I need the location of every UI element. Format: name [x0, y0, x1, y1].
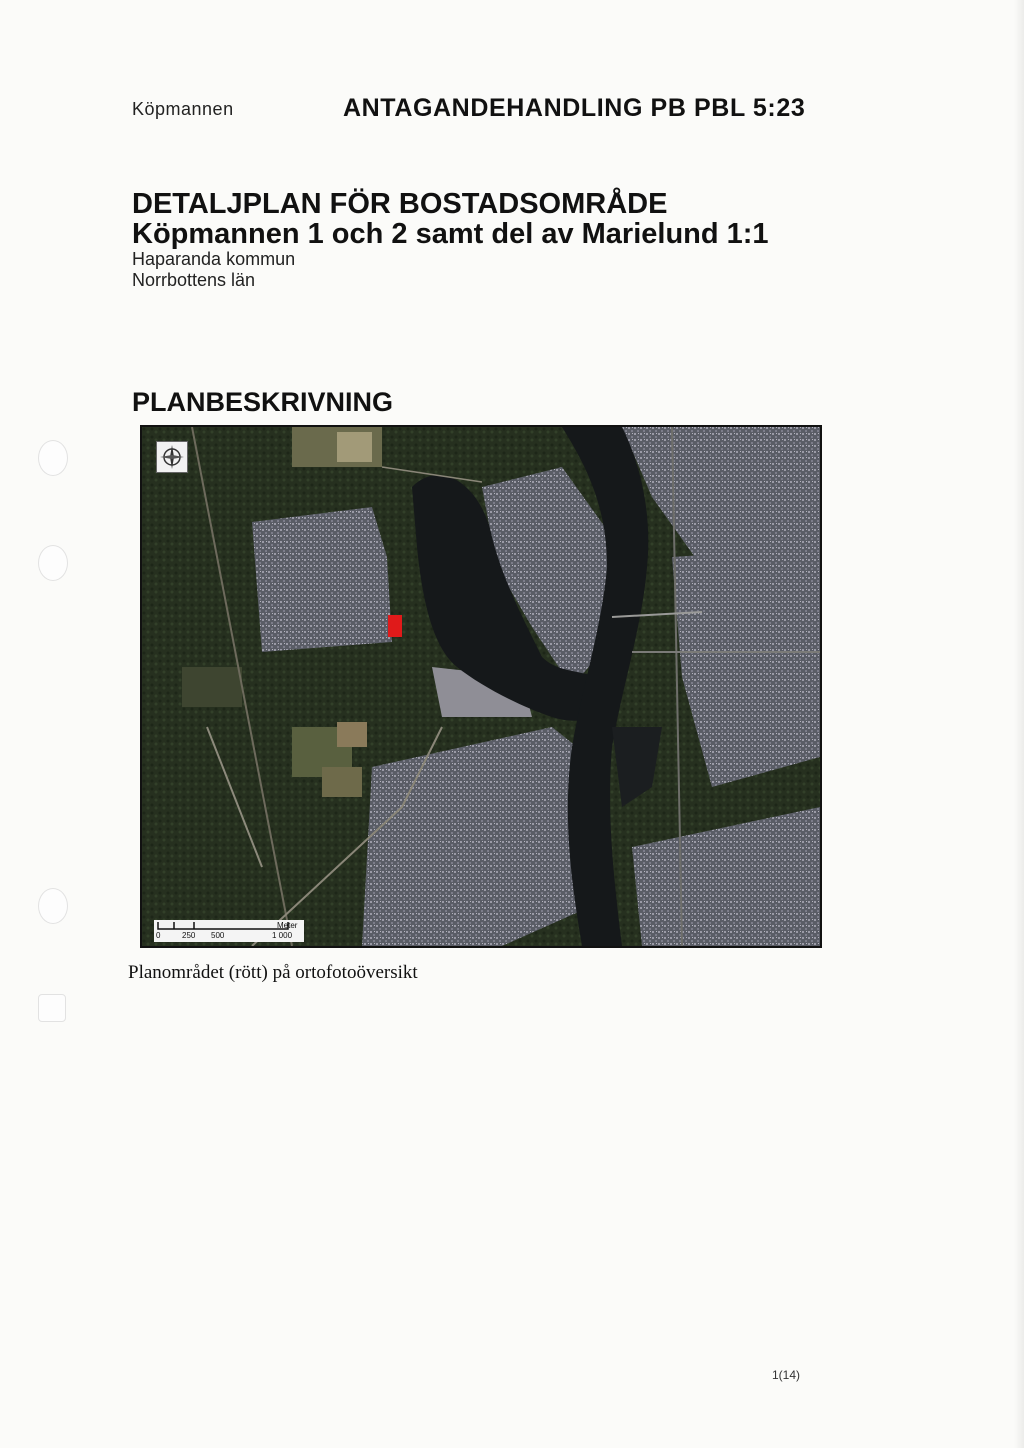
scale-label-0: 0 — [156, 931, 161, 940]
municipality-label: Haparanda kommun — [132, 249, 296, 269]
orthophoto-map — [140, 425, 822, 948]
scale-label-500: 500 — [211, 931, 225, 940]
document-subtitle: Köpmannen 1 och 2 samt del av Marielund 1:1 — [132, 218, 769, 250]
header-document-status: ANTAGANDEHANDLING PB PBL 5:23 — [343, 94, 806, 122]
document-title: DETALJPLAN FÖR BOSTADSOMRÅDE — [132, 188, 668, 220]
punch-hole — [38, 545, 68, 581]
scale-label-1000: 1 000 — [272, 931, 293, 940]
scale-unit: Meter — [277, 921, 298, 930]
plan-area-marker — [388, 615, 402, 637]
county-label: Norrbottens län — [132, 270, 256, 290]
compass-icon — [156, 441, 188, 473]
punch-hole — [38, 440, 68, 476]
scale-label-250: 250 — [182, 931, 196, 940]
section-heading: PLANBESKRIVNING — [132, 387, 394, 417]
punch-hole — [38, 888, 68, 924]
sheet-edge-shadow — [1014, 0, 1024, 1448]
map-scale-bar — [154, 920, 304, 942]
page-number: 1(14) — [772, 1368, 801, 1382]
header-project-name: Köpmannen — [132, 99, 234, 119]
punch-hole — [38, 994, 66, 1022]
aerial-photo — [142, 427, 820, 946]
map-caption: Planområdet (rött) på ortofotoöversikt — [128, 962, 418, 983]
